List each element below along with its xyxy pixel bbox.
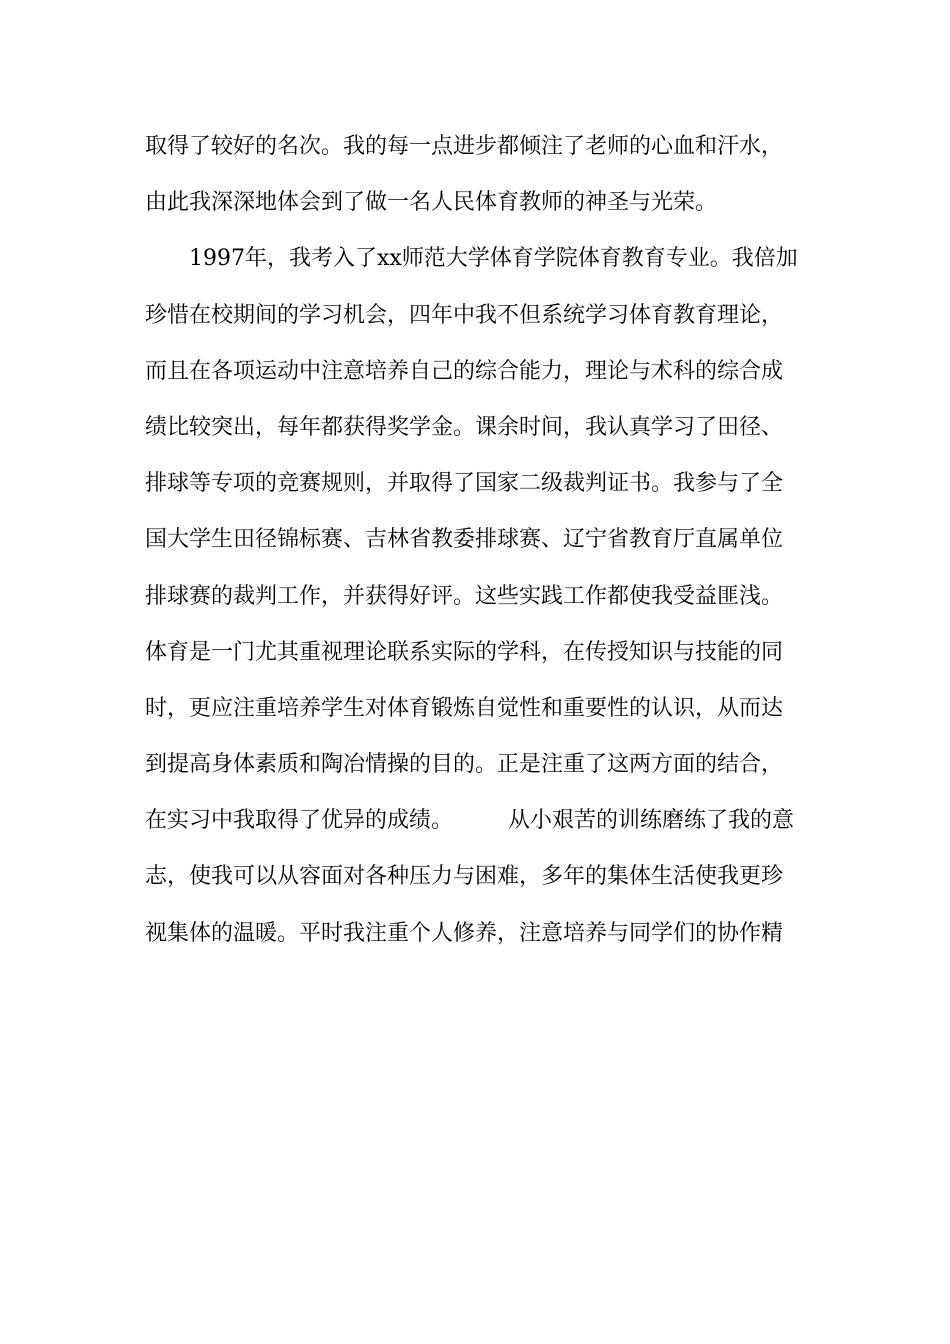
text-line: 珍惜在校期间的学习机会，四年中我不但系统学习体育教育理论， (145, 302, 784, 328)
text-line: 到提高身体素质和陶冶情操的目的。正是注重了这两方面的结合， (145, 752, 784, 778)
text-line: 在实习中我取得了优异的成绩。 从小艰苦的训练磨练了我的意 (145, 808, 795, 834)
text-line: 体育是一门尤其重视理论联系实际的学科，在传授知识与技能的同 (145, 639, 784, 665)
text-line: 而且在各项运动中注意培养自己的综合能力，理论与术科的综合成 (145, 358, 784, 384)
body-text (145, 127, 815, 970)
text-line: 由此我深深地体会到了做一名人民体育教师的神圣与光荣。 (145, 190, 718, 216)
text-line: 视集体的温暖。平时我注重个人修养，注意培养与同学们的协作精 (145, 920, 784, 946)
text-line: 排球等专项的竞赛规则，并取得了国家二级裁判证书。我参与了全 (145, 471, 784, 497)
text-line: 取得了较好的名次。我的每一点进步都倾注了老师的心血和汗水， (145, 134, 784, 159)
text-line: 1997年，我考入了xx师范大学体育学院体育教育专业。我倍加 (145, 246, 798, 272)
text-line: 排球赛的裁判工作，并获得好评。这些实践工作都使我受益匪浅。 (145, 583, 784, 609)
text-line: 绩比较突出，每年都获得奖学金。课余时间，我认真学习了田径、 (145, 414, 784, 440)
text-line: 国大学生田径锦标赛、吉林省教委排球赛、辽宁省教育厅直属单位 (145, 527, 784, 553)
text-line: 时，更应注重培养学生对体育锻炼自觉性和重要性的认识，从而达 (145, 695, 784, 721)
text-line: 志，使我可以从容面对各种压力与困难，多年的集体生活使我更珍 (145, 864, 784, 890)
